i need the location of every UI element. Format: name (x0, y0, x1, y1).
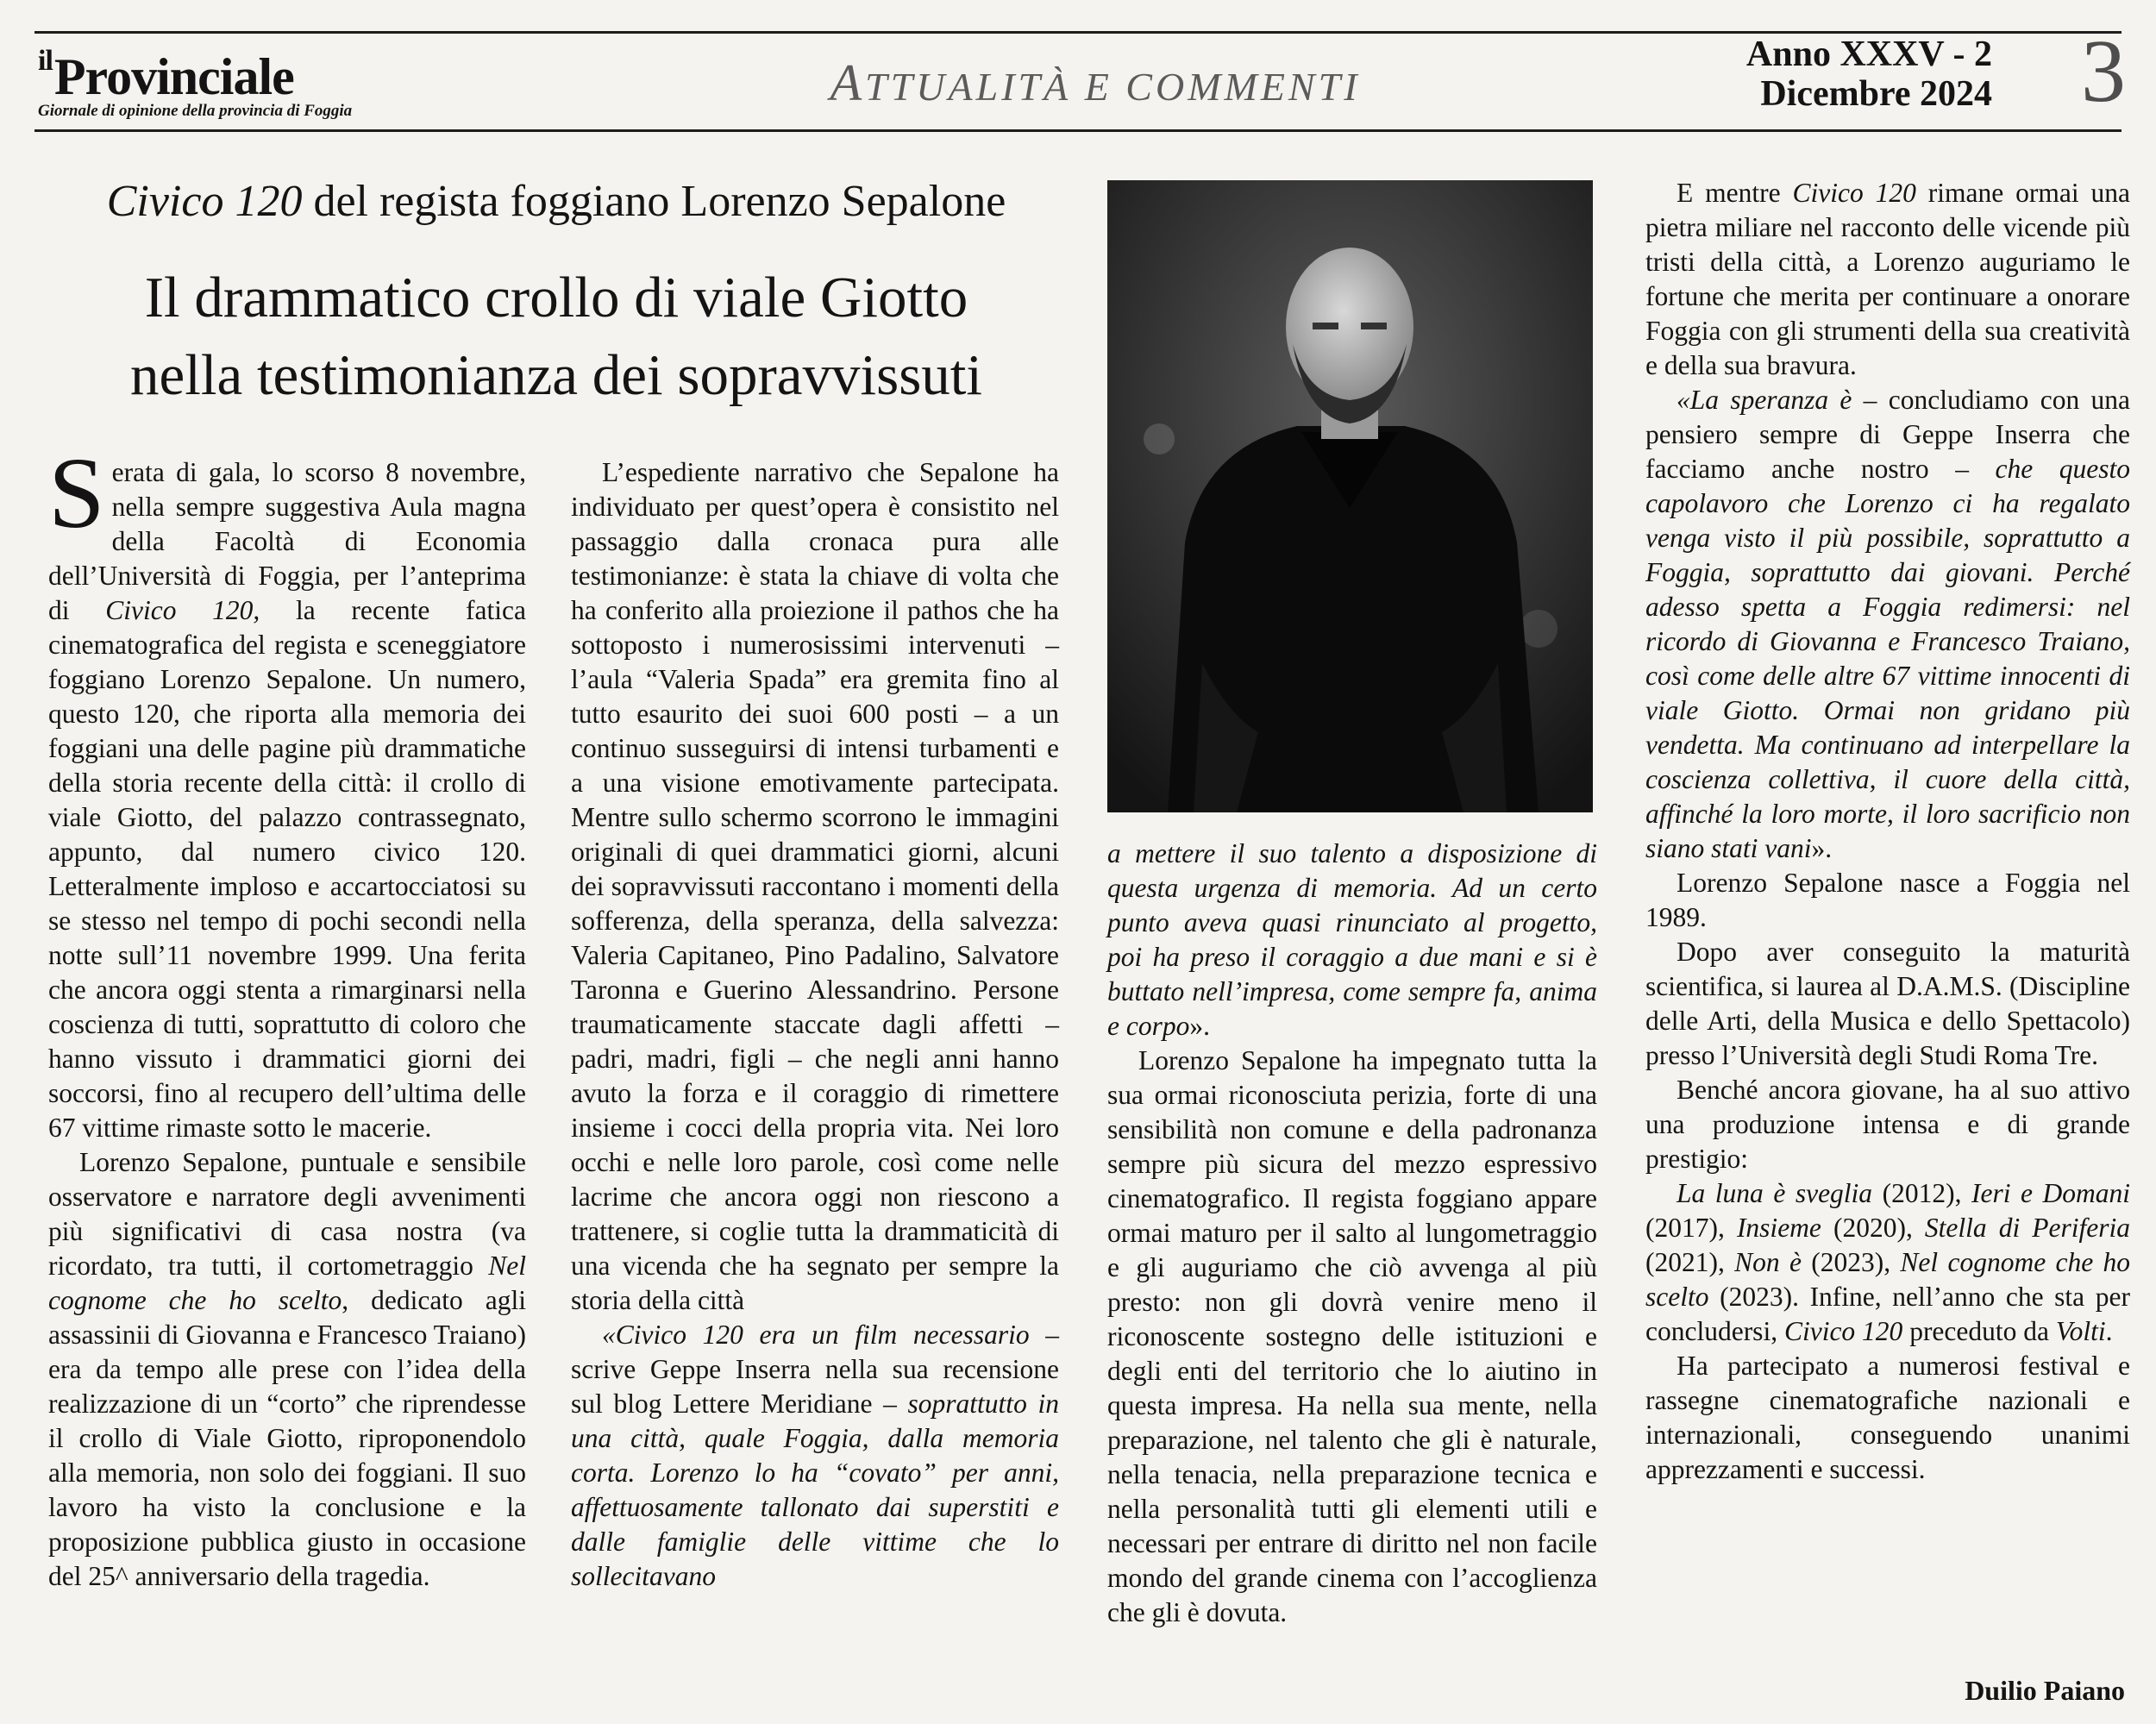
masthead-logo (38, 34, 352, 103)
text-run: la recente fatica cinematografica del regista e sceneggiatore foggiano Lorenzo Sepalone. Un numero, questo 120, che riporta alla memoria dei foggiani una delle pagine più drammatiche della storia recente della città: il crollo di viale Giotto, del palazzo contrassegnato, appunto, dal numero civico 120. Letteralmente imploso e accartocciatosi su se stesso nel tempo di pochi secondi nella notte sull’11 novembre 1999. Una ferita che ancora oggi stenta a rimarginarsi nella coscienza di tutti, soprattutto di coloro che hanno vissuto i drammatici giorni dei soccorsi, fino al recupero dell’ultima delle 67 vittime rimaste sotto le macerie. (48, 595, 526, 1143)
film-title: La luna è sveglia (1677, 1178, 1873, 1208)
text-run: rimane ormai una pietra miliare nel racconto delle vicende più tristi della città, a Lorenzo auguriamo le fortune che merita per continuare a onorare Foggia con gli strumenti della sua creatività e della sua bravura. (1645, 178, 2130, 380)
italic-quote: a mettere il suo talento a disposizione di questa urgenza di memoria. Ad un certo punto aveva quasi rinunciato al progetto, poi ha preso il coraggio a due mani e si è buttato nell’impresa, come sempre fa, anima e corpo (1107, 838, 1597, 1041)
kicker-title: Civico 120 (106, 177, 303, 226)
filmography-paragraph (1645, 1176, 2130, 1349)
text-run: ». (1811, 833, 1833, 863)
kicker-rest: del regista foggiano Lorenzo Sepalone (302, 177, 1006, 226)
paragraph (1645, 176, 2130, 383)
text-run: (2020), (1821, 1213, 1925, 1243)
headline-line-1: Il drammatico crollo di viale Giotto (144, 266, 968, 329)
top-rule (34, 31, 2122, 34)
section-title (768, 53, 1423, 113)
film-title: Insieme (1736, 1213, 1821, 1243)
text-run: (2023), (1801, 1247, 1901, 1277)
italic-quote: «La speranza è (1677, 385, 1852, 415)
text-run: (2023). Infine, nell’anno che sta per concludersi, (1645, 1282, 2130, 1346)
portrait-image (1107, 180, 1593, 812)
italic-quote: che questo capolavoro che Lorenzo ci ha regalato venga visto il più possibile, soprattutto a Foggia, soprattutto dai giovani. Perché adesso spetta a Foggia redimersi: nel ricordo di Giovanna e Francesco Traiano, così come delle altre 67 vittime innocenti di viale Giotto. Ormai non gridano più vendetta. Ma continuano ad interpellare la coscienza collettiva, il cuore della città, affinché la loro morte, il loro sacrificio non siano stati vani (1645, 454, 2130, 863)
text-run: – concludiamo con una pensiero sempre di Geppe Inserra che facciamo anche nostro – (1645, 385, 2130, 484)
text-run: (2012), (1872, 1178, 1971, 1208)
italic-title: Civico 120 (1792, 178, 1916, 208)
paragraph (571, 1318, 1059, 1594)
film-title: Nel cognome che ho scelto (1645, 1247, 2130, 1312)
paragraph: Lorenzo Sepalone nasce a Foggia nel 1989. (1645, 868, 2130, 932)
paragraph (1645, 383, 2130, 866)
logo-name: Provinciale (53, 48, 294, 105)
text-run: (2021), (1645, 1247, 1735, 1277)
paragraph (48, 1145, 526, 1594)
page-number: 3 (2081, 22, 2126, 121)
text-run: ». (1189, 1011, 1210, 1041)
issue-year: Anno XXXV - 2 (1745, 34, 1992, 74)
masthead (38, 34, 352, 121)
italic-quote: – soprattutto in una città, quale Foggia, dalla memoria corta. Lorenzo lo ha “covato” per anni, affettuosamente tallonato dai superstiti e dalle famiglie delle vittime che lo sollecitavano (571, 1389, 1059, 1591)
issue-date: Dicembre 2024 (1760, 74, 1992, 114)
paragraph: Benché ancora giovane, ha al suo attivo una produzione intensa e di grande prestigio: (1645, 1075, 2130, 1174)
text-run: . (2105, 1316, 2113, 1346)
text-run: Lorenzo Sepalone, puntuale e sensibile osservatore e narratore degli avvenimenti più significativi di casa nostra (va ricordato, tra tutti, il cortometraggio (48, 1147, 526, 1281)
section-initial: A (830, 54, 866, 111)
section-rest: TTUALITÀ E COMMENTI (865, 65, 1361, 109)
film-title: Volti (2055, 1316, 2106, 1346)
logo-prefix: il (38, 45, 53, 77)
film-title: Non è (1734, 1247, 1802, 1277)
article-column-3 (1107, 837, 1597, 1630)
film-title: Stella di Periferia (1924, 1213, 2131, 1243)
author-byline: Duilio Paiano (1965, 1675, 2125, 1706)
film-title: Ieri e Domani (1971, 1178, 2130, 1208)
masthead-tagline: Giornale di opinione della provincia di Foggia (38, 102, 353, 120)
italic-title: Nel cognome che ho scelto (48, 1251, 526, 1315)
paragraph (48, 436, 526, 1145)
header-rule (34, 129, 2122, 132)
headline-line-2: nella testimonianza dei sopravvissuti (129, 343, 983, 407)
italic-title: Civico 120, (105, 595, 260, 625)
paragraph: Dopo aver conseguito la maturità scientifica, si laurea al D.A.M.S. (Discipline delle Arti, della Musica e dello Spettacolo) presso l’Università degli Studi Roma Tre. (1645, 937, 2130, 1070)
text-run: , dedicato agli assassinii di Giovanna e Francesco Traiano) era da tempo alle prese con l’idea della realizzazione di un “corto” che riprendesse il crollo di Viale Giotto, riproponendolo alla memoria, non solo dei foggiani. Il suo lavoro ha visto la conclusione e la proposizione pubblica giusto in occasione del 25^ anniversario della tragedia. (48, 1285, 527, 1591)
article-kicker (52, 176, 1061, 227)
article-column-4 (1645, 176, 2130, 1487)
article-photo (1107, 180, 1593, 812)
paragraph: Lorenzo Sepalone ha impegnato tutta la sua ormai riconosciuta perizia, forte di una sensibilità non comune e della padronanza sempre più sicura del mezzo espressivo cinematografico. Il regista foggiano appare ormai maturo per il salto al lungometraggio e gli auguriamo che ciò avvenga al più presto: non gli dovrà venire meno il riconoscente sostegno delle istituzioni e degli enti del territorio che lo aiutino in questa impresa. Ha nella sua mente, nella preparazione, nel talento che gli è naturale, nella tenacia, nella preparazione tecnica e nella personalità tutti gli elementi utili e necessari per entrare di diritto nel non facile mondo del grande cinema con l’accoglienza che gli è dovuta. (1107, 1045, 1597, 1627)
paragraph: Ha partecipato a numerosi festival e rassegne cinematografiche nazionali e internazionali, conseguendo unanimi apprezzamenti e successi. (1645, 1351, 2130, 1484)
drop-cap: S (48, 436, 105, 549)
article-headline (52, 259, 1061, 414)
text-run: – scrive Geppe Inserra nella sua recensione sul blog Lettere Meridiane (571, 1320, 1059, 1419)
issue-info (1699, 34, 1992, 114)
italic-quote: «Civico 120 era un film necessario (602, 1320, 1030, 1350)
text-run: (2017), (1645, 1213, 1737, 1243)
text-run: erata di gala, lo scorso 8 novembre, nella sempre suggestiva Aula magna della Facoltà di Economia dell’Università di Foggia, per l’anteprima di (48, 457, 526, 625)
text-run: E mentre (1677, 178, 1793, 208)
paragraph (1107, 837, 1597, 1044)
paragraph: L’espediente narrativo che Sepalone ha individuato per quest’opera è consistito nel passaggio dalla cronaca pura alle testimonianze: è stata la chiave di volta che ha conferito alla proiezione il pathos che ha sottoposto i numerosissimi intervenuti – l’aula “Valeria Spada” era gremita fino al tutto esaurito dei suoi 600 posti – a un continuo susseguirsi di intensi turbamenti e a una visione emotivamente partecipata. Mentre sullo schermo scorrono le immagini originali di quei drammatici giorni, alcuni dei sopravvissuti raccontano i momenti della sofferenza, della speranza, della salvezza: Valeria Capitaneo, Pino Padalino, Salvatore Taronna e Guerino Alessandrino. Persone traumaticamente staccate dagli affetti – padri, madri, figli – che negli anni hanno avuto la forza e il coraggio di rimettere insieme i cocci della propria vita. Nei loro occhi e nelle loro parole, così come nelle lacrime che ancora oggi non riescono a trattenere, si coglie tutta la drammaticità di una vicenda che ha segnato per sempre la storia della città (571, 457, 1059, 1315)
text-run: preceduto da (1902, 1316, 2056, 1346)
article-column-1 (48, 436, 527, 1594)
article-column-2 (571, 455, 1059, 1594)
film-title: Civico 120 (1783, 1316, 1903, 1346)
